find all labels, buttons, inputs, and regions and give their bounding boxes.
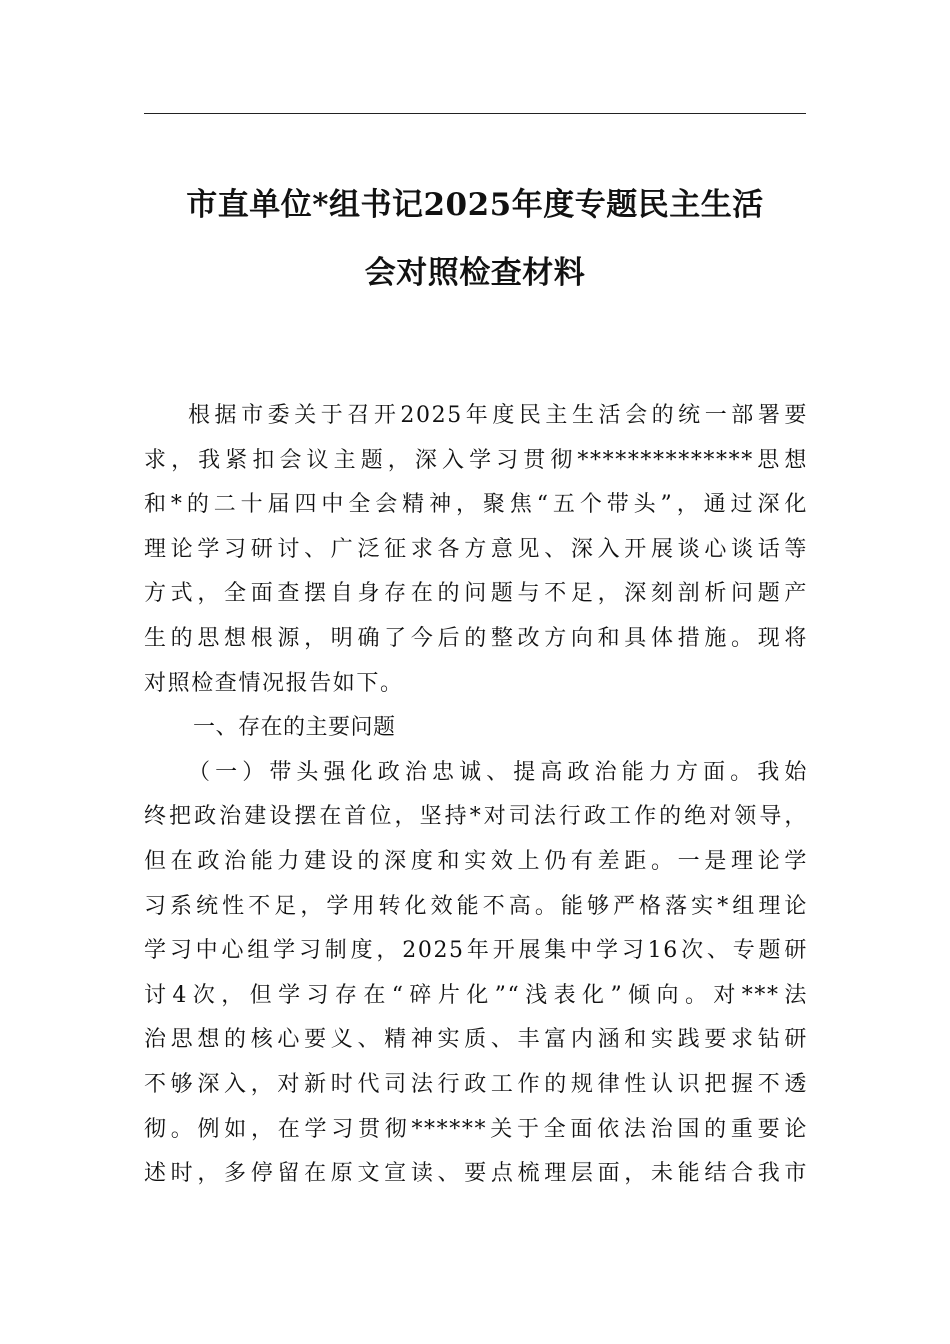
subsection-line: 学习中心组学习制度，2025年开展集中学习16次、专题研 [144,938,808,964]
subsection-line: 习系统性不足，学用转化效能不高。能够严格落实*组理论 [144,893,808,919]
document-title [144,186,806,293]
subsection-line: （一）带头强化政治忠诚、提高政治能力方面。我始 [188,759,808,785]
subsection-line: 述时，多停留在原文宣读、要点梳理层面，未能结合我市 [144,1161,808,1187]
document-body [144,394,808,1197]
subsection-line: 彻。例如，在学习贯彻******关于全面依法治国的重要论 [144,1116,808,1142]
intro-line: 理论学习研讨、广泛征求各方意见、深入开展谈心谈话等 [144,536,808,562]
header-rule [144,113,806,114]
subsection-line: 讨4次，但学习存在“碎片化”“浅表化”倾向。对***法 [144,982,808,1008]
intro-line: 和*的二十届四中全会精神，聚焦“五个带头”，通过深化 [144,492,808,518]
intro-line: 方式，全面查摆自身存在的问题与不足，深刻剖析问题产 [144,581,808,607]
intro-line: 生的思想根源，明确了今后的整改方向和具体措施。现将 [144,625,808,651]
subsection-line: 但在政治能力建设的深度和实效上仍有差距。一是理论学 [144,848,808,874]
subsection-line: 不够深入，对新时代司法行政工作的规律性认识把握不透 [144,1071,808,1097]
subsection-line: 治思想的核心要义、精神实质、丰富内涵和实践要求钻研 [144,1027,808,1053]
intro-line: 求，我紧扣会议主题，深入学习贯彻**************思想 [144,447,808,473]
intro-line: 对照检查情况报告如下。 [144,670,404,696]
subsection-line: 终把政治建设摆在首位，坚持*对司法行政工作的绝对领导， [144,804,808,830]
section-heading: 一、存在的主要问题 [193,715,396,741]
title-line-2: 会对照检查材料 [364,255,586,291]
title-line-1: 市直单位*组书记2025年度专题民主生活 [186,187,764,223]
intro-line: 根据市委关于召开2025年度民主生活会的统一部署要 [188,403,808,428]
